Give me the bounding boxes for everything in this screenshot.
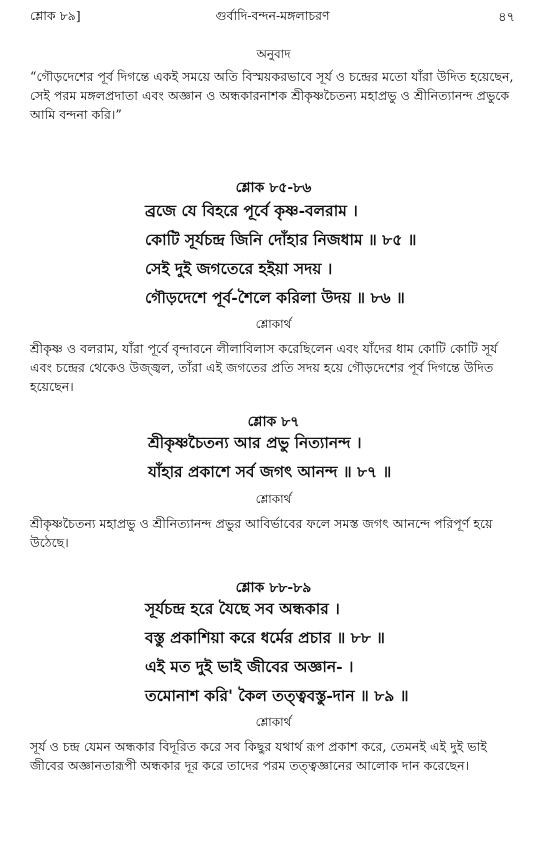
verse-line: শ্রীকৃষ্ণচৈতন্য আর প্রভু নিত্যানন্দ । — [148, 433, 362, 452]
purport-85-86-block — [30, 316, 517, 396]
verse-line: সূর্যচন্দ্র হরে যৈছে সব অন্ধকার । — [145, 599, 340, 618]
verse-line: এই মত দুই ভাই জীবের অজ্ঞান- । — [145, 657, 354, 676]
page-header — [30, 8, 515, 30]
purport-88-89-block — [30, 714, 517, 775]
verse-88-89 — [145, 594, 545, 714]
header-chapter-title: গুর্বাদি-বন্দন-মঙ্গলাচরণ — [215, 8, 330, 23]
verse-87-heading: শ্লোক ৮৭ — [247, 414, 300, 430]
verse-line: যাঁহার প্রকাশে সর্ব জগৎ আনন্দ ॥ ৮৭ ॥ — [148, 462, 392, 481]
verse-line: গৌড়দেশে পূর্ব-শৈলে করিলা উদয় ॥ ৮৬ ॥ — [145, 288, 405, 307]
purport-85-86-text: শ্রীকৃষ্ণ ও বলরাম, যাঁরা পূর্বে বৃন্দাবনে লীলাবিলাস করেছিলেন এবং যাঁদের ধাম কোটি কোটি সূর্য এবং চন্দ্রের থেকেও উজ্জ্বল, তাঁরা এই জগতের প্রতি সদয় হয়ে গৌড়দেশের পূর্ব দিগন্তে উদিত হয়েছেন। — [30, 341, 498, 394]
translation-heading: অনুবাদ — [256, 47, 291, 61]
verse-85-86-heading: শ্লোক ৮৫-৮৬ — [235, 180, 312, 196]
verse-88-89-heading: শ্লোক ৮৮-৮৯ — [235, 580, 312, 596]
purport-88-89-heading: শ্লোকার্থ — [255, 715, 292, 729]
verse-85-86 — [145, 196, 545, 316]
verse-87 — [148, 428, 545, 490]
purport-87-block — [30, 491, 517, 552]
translation-block — [30, 46, 517, 124]
purport-88-89-text: সূর্য ও চন্দ্র যেমন অন্ধকার বিদূরিত করে সব কিছুর যথার্থ রূপ প্রকাশ করে, তেমনই এই দুই ভাই জীবের অজ্ঞানতারূপী অন্ধকার দূর করে তাদের পরম তত্ত্বজ্ঞানের আলোক দান করেছেন। — [30, 739, 487, 773]
page-number: ৪৭ — [498, 10, 515, 25]
purport-87-text: শ্রীকৃষ্ণচৈতন্য মহাপ্রভু ও শ্রীনিত্যানন্দ প্রভুর আবির্ভাবের ফলে সমস্ত জগৎ আনন্দে পরিপূর্ণ হয়ে উঠেছে। — [30, 516, 493, 550]
purport-87-heading: শ্লোকার্থ — [255, 492, 292, 506]
verse-line: কোটি সূর্যচন্দ্র জিনি দোঁহার নিজধাম ॥ ৮৫ ॥ — [145, 230, 417, 249]
purport-85-86-heading: শ্লোকার্থ — [255, 317, 292, 331]
verse-line: সেই দুই জগতেরে হইয়া সদয় । — [145, 259, 333, 278]
verse-line: তমোনাশ করি' কৈল তত্ত্ববস্তু-দান ॥ ৮৯ ॥ — [145, 686, 409, 705]
verse-line: ব্রজে যে বিহরে পূর্বে কৃষ্ণ-বলরাম । — [145, 201, 358, 220]
translation-text: “গৌড়দেশের পূর্ব দিগন্তে একই সময়ে অতি বিস্ময়করভাবে সূর্য ও চন্দ্রের মতো যাঁরা উদিত হয়েছেন, সেই পরম মঙ্গলপ্রদাতা এবং অজ্ঞান ও অন্ধকারনাশক শ্রীকৃষ্ণচৈতন্য মহাপ্রভু ও শ্রীনিত্যানন্দ প্রভুকে আমি বন্দনা করি।” — [30, 69, 514, 122]
header-verse-range: শ্লোক ৮৯] — [30, 8, 81, 23]
verse-line: বস্তু প্রকাশিয়া করে ধর্মের প্রচার ॥ ৮৮ ॥ — [145, 628, 385, 647]
